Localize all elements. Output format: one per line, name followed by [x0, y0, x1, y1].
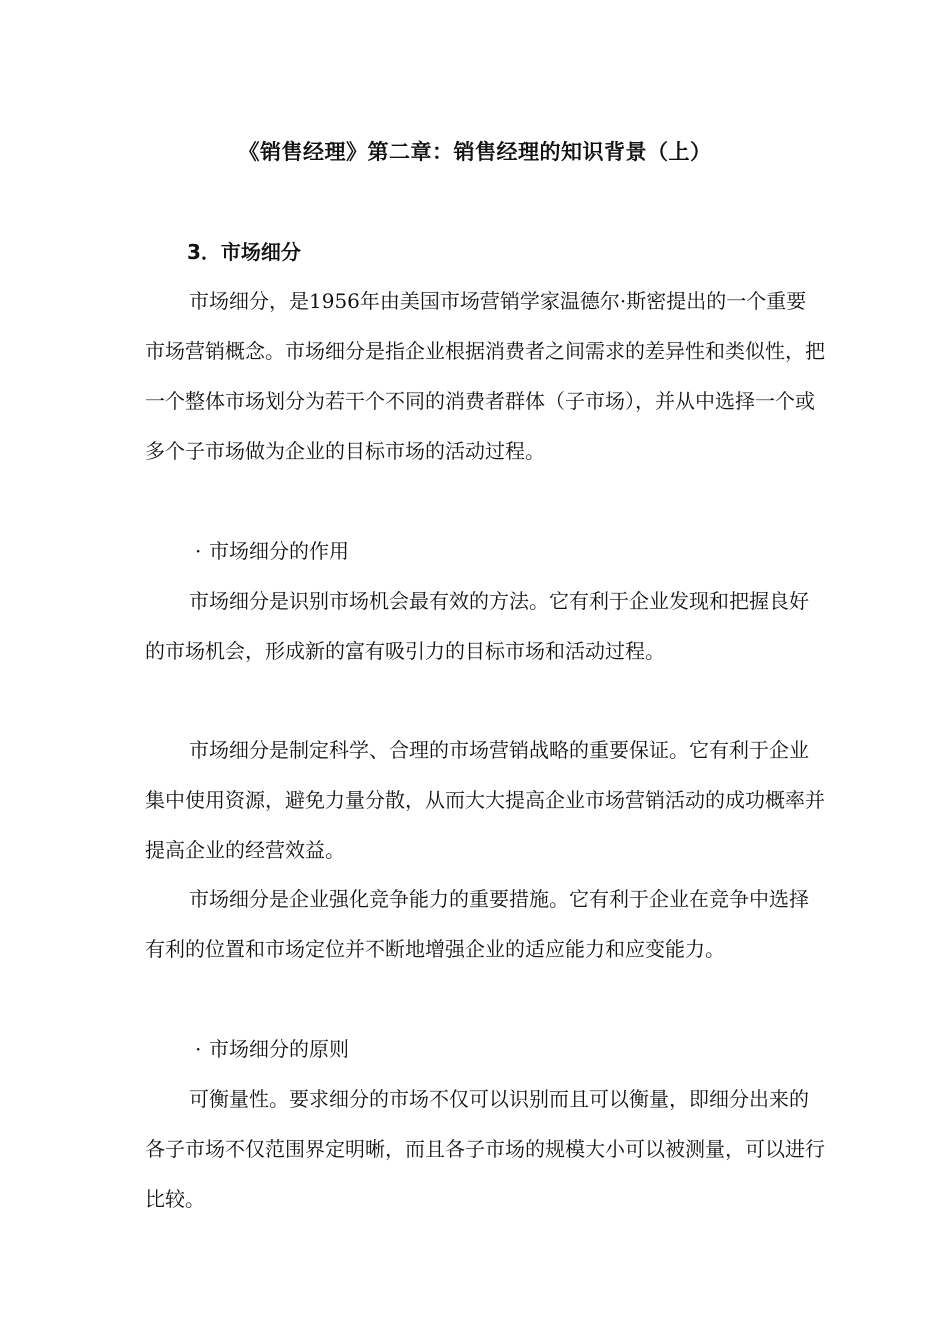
document-title: 《销售经理》第二章：销售经理的知识背景（上）	[238, 140, 712, 164]
paragraph-measurability: 可衡量性。要求细分的市场不仅可以识别而且可以衡量，即细分出来的各子市场不仅范围界定明晰，而且各子市场的规模大小可以被测量，可以进行比较。	[145, 1087, 825, 1211]
bullet-principle	[195, 1024, 349, 1074]
paragraph-competition: 市场细分是企业强化竞争能力的重要措施。它有利于企业在竞争中选择有利的位置和市场定位并不断地增强企业的适应能力和应变能力。	[145, 887, 809, 961]
bullet-principle-label: 市场细分的原则	[209, 1037, 349, 1061]
bullet-dot: ·	[195, 539, 202, 563]
section-heading: 3．市场细分	[187, 240, 301, 264]
bullet-dot: ·	[195, 1037, 202, 1061]
paragraph-strategy: 市场细分是制定科学、合理的市场营销战略的重要保证。它有利于企业集中使用资源，避免力量分散，从而大大提高企业市场营销活动的成功概率并提高企业的经营效益。	[145, 738, 825, 862]
bullet-role	[195, 526, 349, 576]
paragraph-definition: 市场细分，是1956年由美国市场营销学家温德尔·斯密提出的一个重要市场营销概念。市场细分是指企业根据消费者之间需求的差异性和类似性，把一个整体市场划分为若干个不同的消费者群体（子市场），并从中选择一个或多个子市场做为企业的目标市场的活动过程。	[145, 289, 825, 463]
bullet-role-label: 市场细分的作用	[209, 539, 349, 563]
paragraph-opportunity: 市场细分是识别市场机会最有效的方法。它有利于企业发现和把握良好的市场机会，形成新的富有吸引力的目标市场和活动过程。	[145, 589, 809, 663]
